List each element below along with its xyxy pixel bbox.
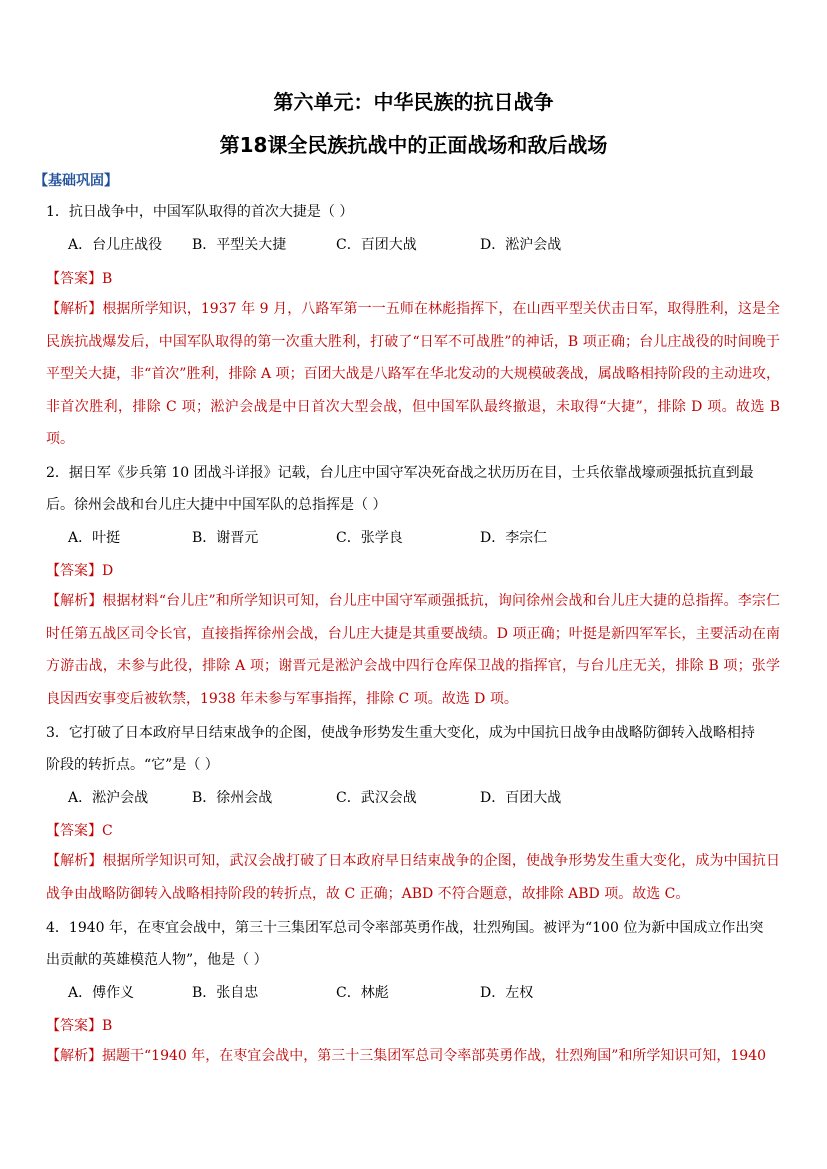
- question-3-stem-line-1: 3．它打破了日本政府早日结束战争的企图，使战争形势发生重大变化，成为中国抗日战争由战略防御转入战略相持: [46, 725, 755, 741]
- option-c: C．武汉会战: [336, 790, 417, 806]
- question-2-answer: 【答案】D: [46, 563, 114, 579]
- question-4-answer: 【答案】B: [46, 1018, 113, 1034]
- question-4-stem-line-1: 4．1940 年，在枣宜会战中，第三十三集团军总司令率部英勇作战，壮烈殉国。被评为“100 位为新中国成立作出突: [46, 920, 764, 936]
- question-3-answer: 【答案】C: [46, 823, 113, 839]
- question-4-explanation: 【解析】据题干“1940 年，在枣宜会战中，第三十三集团军总司令率部英勇作战，壮烈殉国”和所学知识可知，1940: [46, 1048, 767, 1064]
- option-d: D．百团大战: [480, 790, 562, 806]
- option-b: B．平型关大捷: [192, 237, 287, 253]
- option-d: D．淞沪会战: [480, 237, 562, 253]
- question-1-stem: 1．抗日战争中，中国军队取得的首次大捷是（ ）: [46, 204, 354, 220]
- option-c: C．林彪: [336, 985, 389, 1001]
- unit-title: 第六单元：中华民族的抗日战争: [273, 90, 554, 114]
- option-a: A．傅作义: [68, 985, 135, 1001]
- question-4-stem-line-2: 出贡献的英雄模范人物”，他是（ ）: [46, 952, 268, 968]
- question-3-stem-line-2: 阶段的转折点。“它”是（ ）: [46, 757, 219, 773]
- question-2-explanation: 【解析】根据材料“台儿庄”和所学知识可知，台儿庄中国守军顽强抵抗，询问徐州会战和台儿庄大捷的总指挥。李宗仁时任第五战区司令长官，直接指挥徐州会战，台儿庄大捷是其重要战绩。D 项正确；叶挺是新四军军长，主要活动在南方游击战，未参与此役，排除 A 项；谢晋元是淞沪会战中四行仓库保卫战的指挥官，与台儿庄无关，排除 B 项；张学良因西安事变后被软禁，1938 年未参与军事指挥，排除 C 项。故选 D 项。: [46, 593, 780, 707]
- option-d: D．李宗仁: [480, 530, 548, 546]
- option-d: D．左权: [480, 985, 534, 1001]
- lesson-title: 第18课全民族抗战中的正面战场和敌后战场: [219, 133, 608, 157]
- option-c: C．张学良: [336, 530, 403, 546]
- section-label: 【基础巩固】: [34, 173, 118, 189]
- question-3-explanation: 【解析】根据所学知识可知，武汉会战打破了日本政府早日结束战争的企图，使战争形势发生重大变化，成为中国抗日战争由战略防御转入战略相持阶段的转折点，故 C 正确；ABD 不符合题意，故排除 ABD 项。故选 C。: [46, 853, 780, 902]
- option-a: A．台儿庄战役: [68, 237, 163, 253]
- question-1-answer: 【答案】B: [46, 271, 113, 287]
- question-2-stem-line-1: 2．据日军《步兵第 10 团战斗详报》记载，台儿庄中国守军决死奋战之状历历在目，士兵依靠战壕顽强抵抗直到最: [46, 465, 754, 481]
- option-b: B．谢晋元: [192, 530, 259, 546]
- question-1-explanation: 【解析】根据所学知识，1937 年 9 月，八路军第一一五师在林彪指挥下，在山西平型关伏击日军，取得胜利，这是全民族抗战爆发后，中国军队取得的第一次重大胜利，打破了“日军不可战胜”的神话，B 项正确；台儿庄战役的时间晚于平型关大捷，非“首次”胜利，排除 A 项；百团大战是八路军在华北发动的大规模破袭战，属战略相持阶段的主动进攻，非首次胜利，排除 C 项；淞沪会战是中日首次大型会战，但中国军队最终撤退，未取得“大捷”，排除 D 项。故选 B 项。: [46, 301, 780, 447]
- option-b: B．徐州会战: [192, 790, 273, 806]
- option-a: A．淞沪会战: [68, 790, 149, 806]
- option-b: B．张自忠: [192, 985, 259, 1001]
- option-c: C．百团大战: [336, 237, 417, 253]
- question-2-stem-line-2: 后。徐州会战和台儿庄大捷中中国军队的总指挥是（ ）: [46, 497, 387, 513]
- option-a: A．叶挺: [68, 530, 121, 546]
